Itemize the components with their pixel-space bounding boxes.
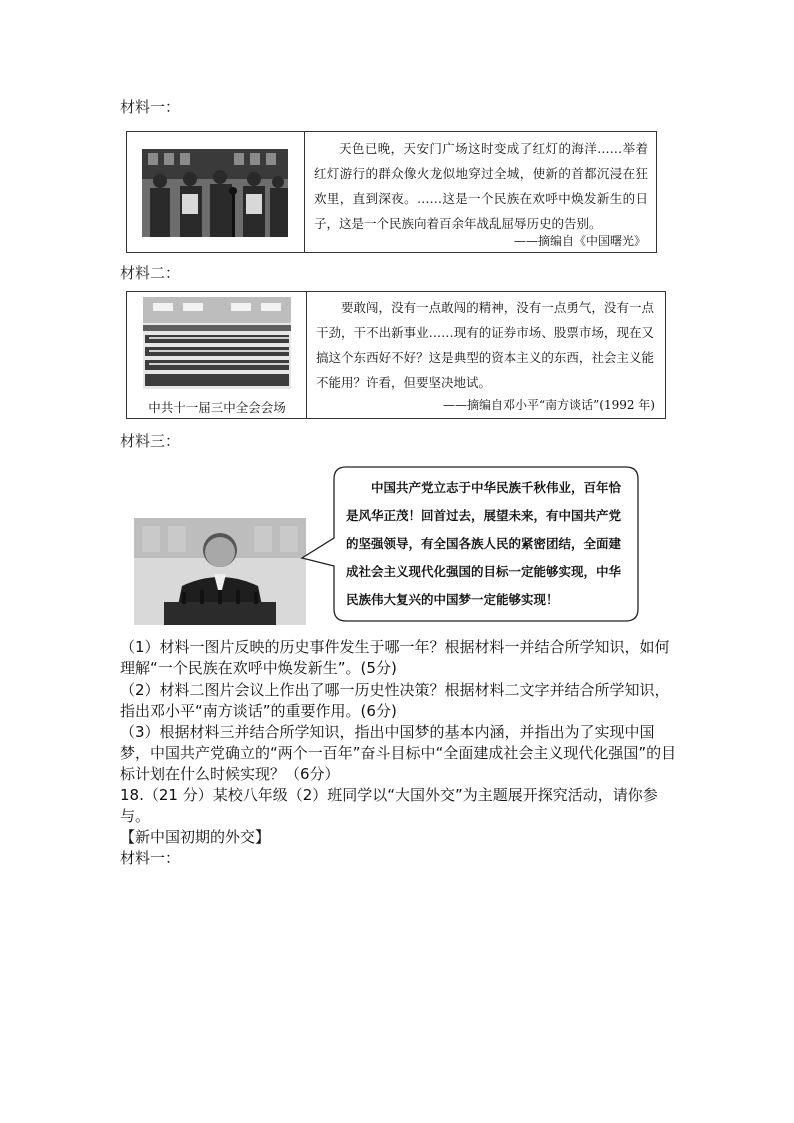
material1-quote: 天色已晚，天安门广场这时变成了红灯的海洋……举着红灯游行的群众像火龙似地穿过全城，使新的首都沉浸在狂欢里，直到深夜。……这是一个民族在欢呼中焕发新生的日子，这是一个民族向着百余年战乱屈辱历史的告别。 xyxy=(314,141,648,231)
material2-box xyxy=(126,291,666,419)
q18-material1-label: 材料一： xyxy=(120,849,181,867)
question-18: 18.（21 分）某校八年级（2）班同学以“大国外交”为主题展开探究活动，请你参与。 xyxy=(120,786,658,825)
material2-source: ——摘编自邓小平“南方谈话”(1992 年) xyxy=(443,398,655,412)
material1-divider xyxy=(304,132,305,252)
material1-source: ——摘编自《中国曙光》 xyxy=(513,234,646,248)
material3-photo xyxy=(134,518,306,625)
material1-photo xyxy=(142,149,288,237)
material2-label: 材料二： xyxy=(120,264,181,282)
speech-bubble xyxy=(300,466,640,622)
material1-box xyxy=(126,131,657,253)
material1-label: 材料一： xyxy=(120,98,181,116)
material3-speech: 中国共产党立志于中华民族千秋伟业，百年恰是风华正茂！回首过去，展望未来，有中国共产党的坚强领导，有全国各族人民的紧密团结，全面建成社会主义现代化强国的目标一定能够实现，中华民族伟大复兴的中国梦一定能够实现！ xyxy=(346,480,622,607)
material3-label: 材料三： xyxy=(120,432,181,450)
material2-divider xyxy=(306,292,307,418)
section-heading: 【新中国初期的外交】 xyxy=(120,828,271,846)
material2-caption: 中共十一届三中全会会场 xyxy=(148,400,286,415)
question-2: （2）材料二图片会议上作出了哪一历史性决策？根据材料二文字并结合所学知识，指出邓小平“南方谈话”的重要作用。(6分) xyxy=(120,681,670,720)
material2-photo xyxy=(143,297,291,389)
material2-quote: 要敢闯，没有一点敢闯的精神，没有一点勇气，没有一点干劲，干不出新事业……现有的证券市场、股票市场，现在又搞这个东西好不好？这是典型的资本主义的东西，社会主义能不能用？许看，但要坚决地试。 xyxy=(316,300,654,390)
question-3: （3）根据材料三并结合所学知识，指出中国梦的基本内涵，并指出为了实现中国梦，中国共产党确立的“两个一百年”奋斗目标中“全面建成社会主义现代化强国”的目标计划在什么时候实现？（6分） xyxy=(120,723,677,783)
question-1: （1）材料一图片反映的历史事件发生于哪一年？根据材料一并结合所学知识，如何理解“一个民族在欢呼中焕发新生”。(5分) xyxy=(120,638,670,677)
